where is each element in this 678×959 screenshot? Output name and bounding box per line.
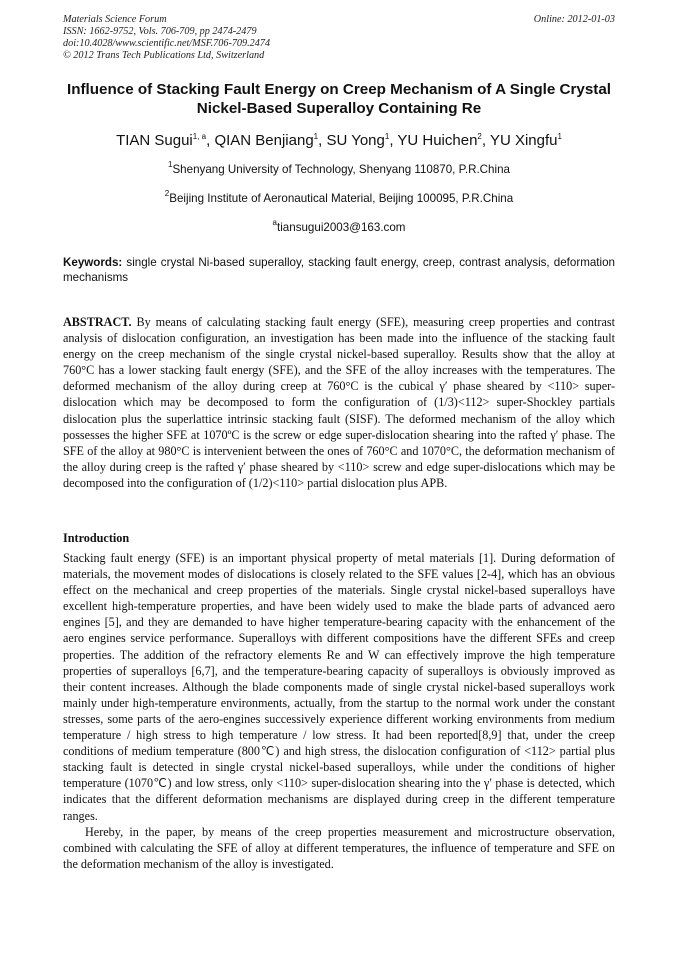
keywords-label: Keywords: xyxy=(63,256,123,269)
author-affiliation-mark: 1 xyxy=(313,132,319,141)
author-affiliation-mark: 1 xyxy=(384,132,390,141)
affiliation-mark: 1 xyxy=(168,160,173,169)
doi-line: doi:10.4028/www.scientific.net/MSF.706-709.2474 xyxy=(63,38,271,49)
author-affiliation-mark: 1, a xyxy=(192,132,207,141)
abstract-label: ABSTRACT. xyxy=(63,315,132,329)
author-affiliation-mark: 1 xyxy=(557,132,562,141)
affiliation-text: Shenyang University of Technology, Shenyang 110870, P.R.China xyxy=(172,163,510,176)
email-address[interactable]: tiansugui2003@163.com xyxy=(277,221,406,234)
author-name: , YU Xingfu xyxy=(481,132,558,149)
abstract-text: By means of calculating stacking fault energy (SFE), measuring creep properties and contrast analysis of dislocation configuration, an investigation has been made into the influence of the stacking fault energy on the creep mechanism of the single crystal nickel-based superalloy. Results show that the alloy at 760°C has a lower stacking fault energy (SFE), and the SFE of the alloy increases with the temperatures. The deformed mechanism of the alloy during creep at 760°C is the cubical γ′ phase sheared by <110> super-dislocation which may be decomposed to form the configuration of (1/3)<112> super-Shockley partials dislocation plus the superlattice intrinsic stacking fault (SISF). The deformed mechanism of the alloy which possesses the higher SFE at 1070ºC is the screw or edge super-dislocation shearing into the rafted γ′ phase. The SFE of the alloy at 980°C is intervenient between the ones of 760°C and 1070°C, the deformation mechanism of the alloy during creep is the rafted γ′ phase sheared by <110> screw and edge super-dislocations which may be decomposed into the configuration of (1/2)<110> partial dislocation plus APB. xyxy=(63,315,615,490)
author-name: , SU Yong xyxy=(318,132,385,149)
affiliation-1 xyxy=(63,160,615,177)
author-email xyxy=(63,218,615,235)
copyright-line: © 2012 Trans Tech Publications Ltd, Switzerland xyxy=(63,50,265,61)
issn-line: ISSN: 1662-9752, Vols. 706-709, pp 2474-2479 xyxy=(63,26,257,37)
author-name: TIAN Sugui xyxy=(116,132,193,149)
paragraph: Stacking fault energy (SFE) is an important physical property of metal materials [1]. During deformation of materials, the movement modes of dislocations is closely related to the SFE values [2-4], which has an obvious effect on the mechanical and creep properties of the materials. Single crystal nickel-based superalloys have excellent high-temperature properties, and have been widely used to make the blade parts of advanced aero engines [5], and they are demanded to have higher temperature-bearing capacity with the enhancement of the aero engines service performance. Superalloys with different compositions have the different SFEs and creep properties. The addition of the refractory elements Re and W can effectively improve the high temperature properties of superalloys [6,7], and the temperature-bearing capacity of superalloys is obviously improved as their content increases. Although the blade components made of single crystal nickel-based superalloys work mainly under high-temperature environments, actually, from the startup to the normal work under the constant stresses, some parts of the aero-engines successively experience different working environments from medium temperature / high stress to high temperature / low stress. It had been reported[8,9] that, under the creep conditions of medium temperature (800℃) and high stress, the dislocation configuration of <112> partial plus stacking fault is detected in single crystal nickel-based superalloys, while under the conditions of higher temperature (1070℃) and low stress, only <110> super-dislocation shearing into the γ′ phase is detected, which indicates that the different deformation mechanisms are displayed during creep in the different temperature ranges. xyxy=(63,551,615,823)
email-mark: a xyxy=(272,218,277,227)
affiliation-text: Beijing Institute of Aeronautical Material, Beijing 100095, P.R.China xyxy=(169,192,514,205)
online-date: Online: 2012-01-03 xyxy=(533,14,615,25)
author-name: , YU Huichen xyxy=(389,132,478,149)
abstract xyxy=(63,314,615,491)
section-heading-introduction: Introduction xyxy=(63,531,130,545)
author-list xyxy=(40,131,638,150)
journal-header xyxy=(63,14,270,62)
author-name: , QIAN Benjiang xyxy=(206,132,314,149)
author-affiliation-mark: 2 xyxy=(477,132,482,141)
introduction-body xyxy=(63,550,615,872)
keywords-text: single crystal Ni-based superalloy, stacking fault energy, creep, contrast analysis, deformation mechanisms xyxy=(63,256,615,284)
paragraph: Hereby, in the paper, by means of the creep properties measurement and microstructure observation, combined with calculating the SFE of alloy at different temperatures, the influence of temperature and SFE on the deformation mechanism of the alloy is investigated. xyxy=(63,824,615,871)
paper-title: Influence of Stacking Fault Energy on Creep Mechanism of A Single Crystal Nickel-Based Superalloy Containing Re xyxy=(66,81,612,117)
journal-name: Materials Science Forum xyxy=(63,14,167,25)
affiliation-2 xyxy=(63,189,615,206)
keywords xyxy=(63,256,615,285)
affiliation-mark: 2 xyxy=(164,189,170,198)
